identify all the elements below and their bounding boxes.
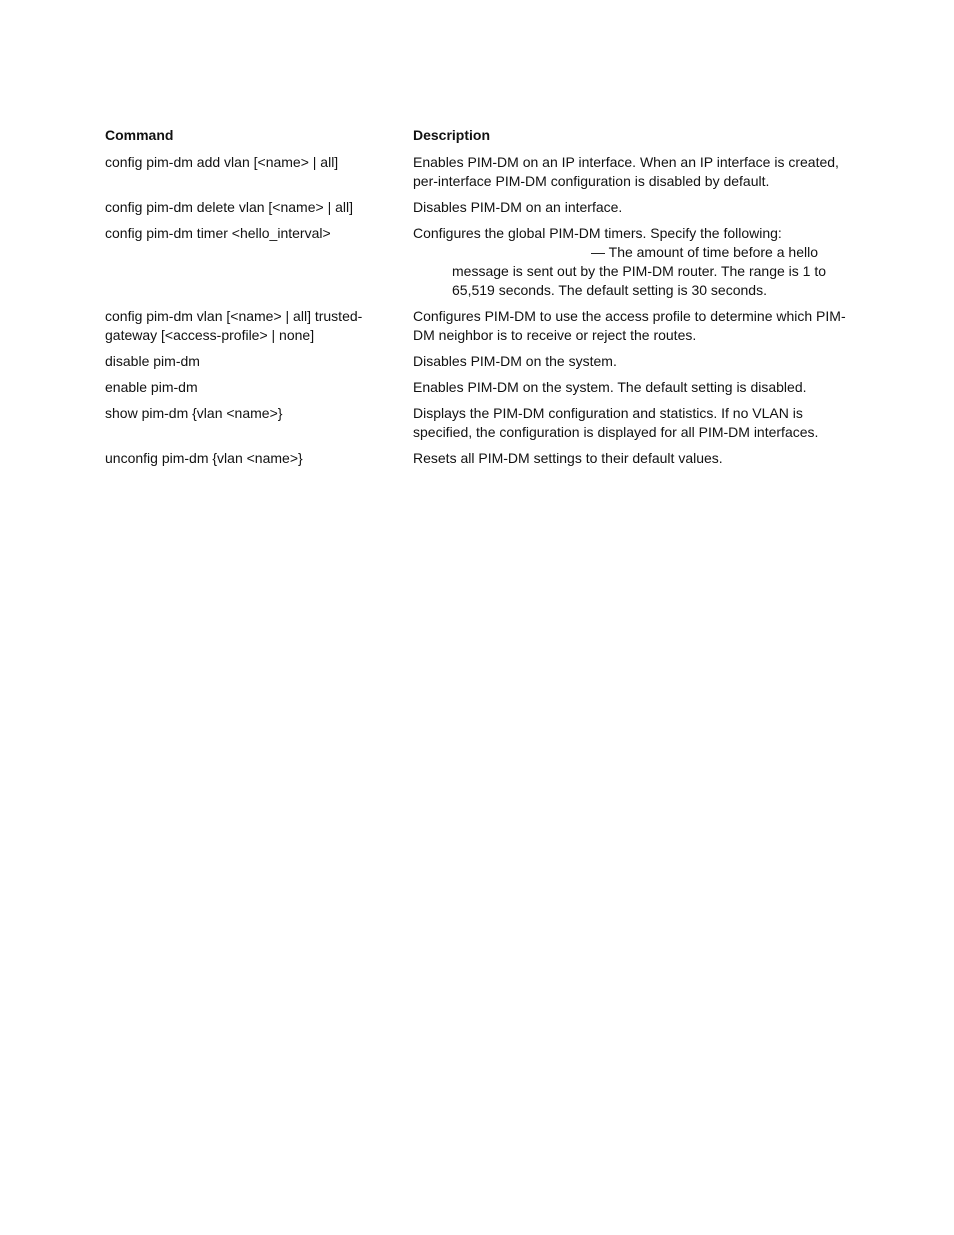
parameter-description-continuation: message is sent out by the PIM-DM router. The range is 1 to 65,519 seconds. The default setting is 30 seconds. xyxy=(452,263,827,298)
table-row xyxy=(105,224,850,307)
description-text: Configures the global PIM-DM timers. Specify the following: xyxy=(413,225,782,241)
command-cell: show pim-dm {vlan <name>} xyxy=(105,405,283,421)
description-cell xyxy=(413,224,850,307)
command-cell: config pim-dm timer <hello_interval> xyxy=(105,225,331,241)
command-table xyxy=(105,126,850,475)
description-cell: Disables PIM-DM on an interface. xyxy=(413,199,623,215)
column-header-description: Description xyxy=(413,127,491,143)
parameter-description-line: — The amount of time before a hello xyxy=(591,244,818,260)
command-cell: config pim-dm delete vlan [<name> | all] xyxy=(105,199,353,215)
table-row xyxy=(105,198,850,224)
description-cell: Disables PIM-DM on the system. xyxy=(413,353,617,369)
table-row xyxy=(105,404,850,449)
table-row xyxy=(105,378,850,404)
description-cell: Configures PIM-DM to use the access profile to determine which PIM-DM neighbor is to receive or reject the routes. xyxy=(413,308,846,343)
column-header-command: Command xyxy=(105,127,174,143)
description-cell: Resets all PIM-DM settings to their default values. xyxy=(413,450,723,466)
command-cell: unconfig pim-dm {vlan <name>} xyxy=(105,450,303,466)
description-cell: Enables PIM-DM on an IP interface. When an IP interface is created, per-interface PIM-DM configuration is disabled by default. xyxy=(413,154,839,189)
command-cell: config pim-dm add vlan [<name> | all] xyxy=(105,154,339,170)
command-cell: enable pim-dm xyxy=(105,379,198,395)
description-cell: Displays the PIM-DM configuration and statistics. If no VLAN is specified, the configuration is displayed for all PIM-DM interfaces. xyxy=(413,405,819,440)
command-cell: config pim-dm vlan [<name> | all] trusted-gateway [<access-profile> | none] xyxy=(105,308,363,343)
table-row xyxy=(105,352,850,378)
table-row xyxy=(105,307,850,352)
table-header-row xyxy=(105,126,850,153)
table-row xyxy=(105,153,850,198)
table-row xyxy=(105,449,850,475)
command-cell: disable pim-dm xyxy=(105,353,200,369)
description-cell: Enables PIM-DM on the system. The default setting is disabled. xyxy=(413,379,807,395)
